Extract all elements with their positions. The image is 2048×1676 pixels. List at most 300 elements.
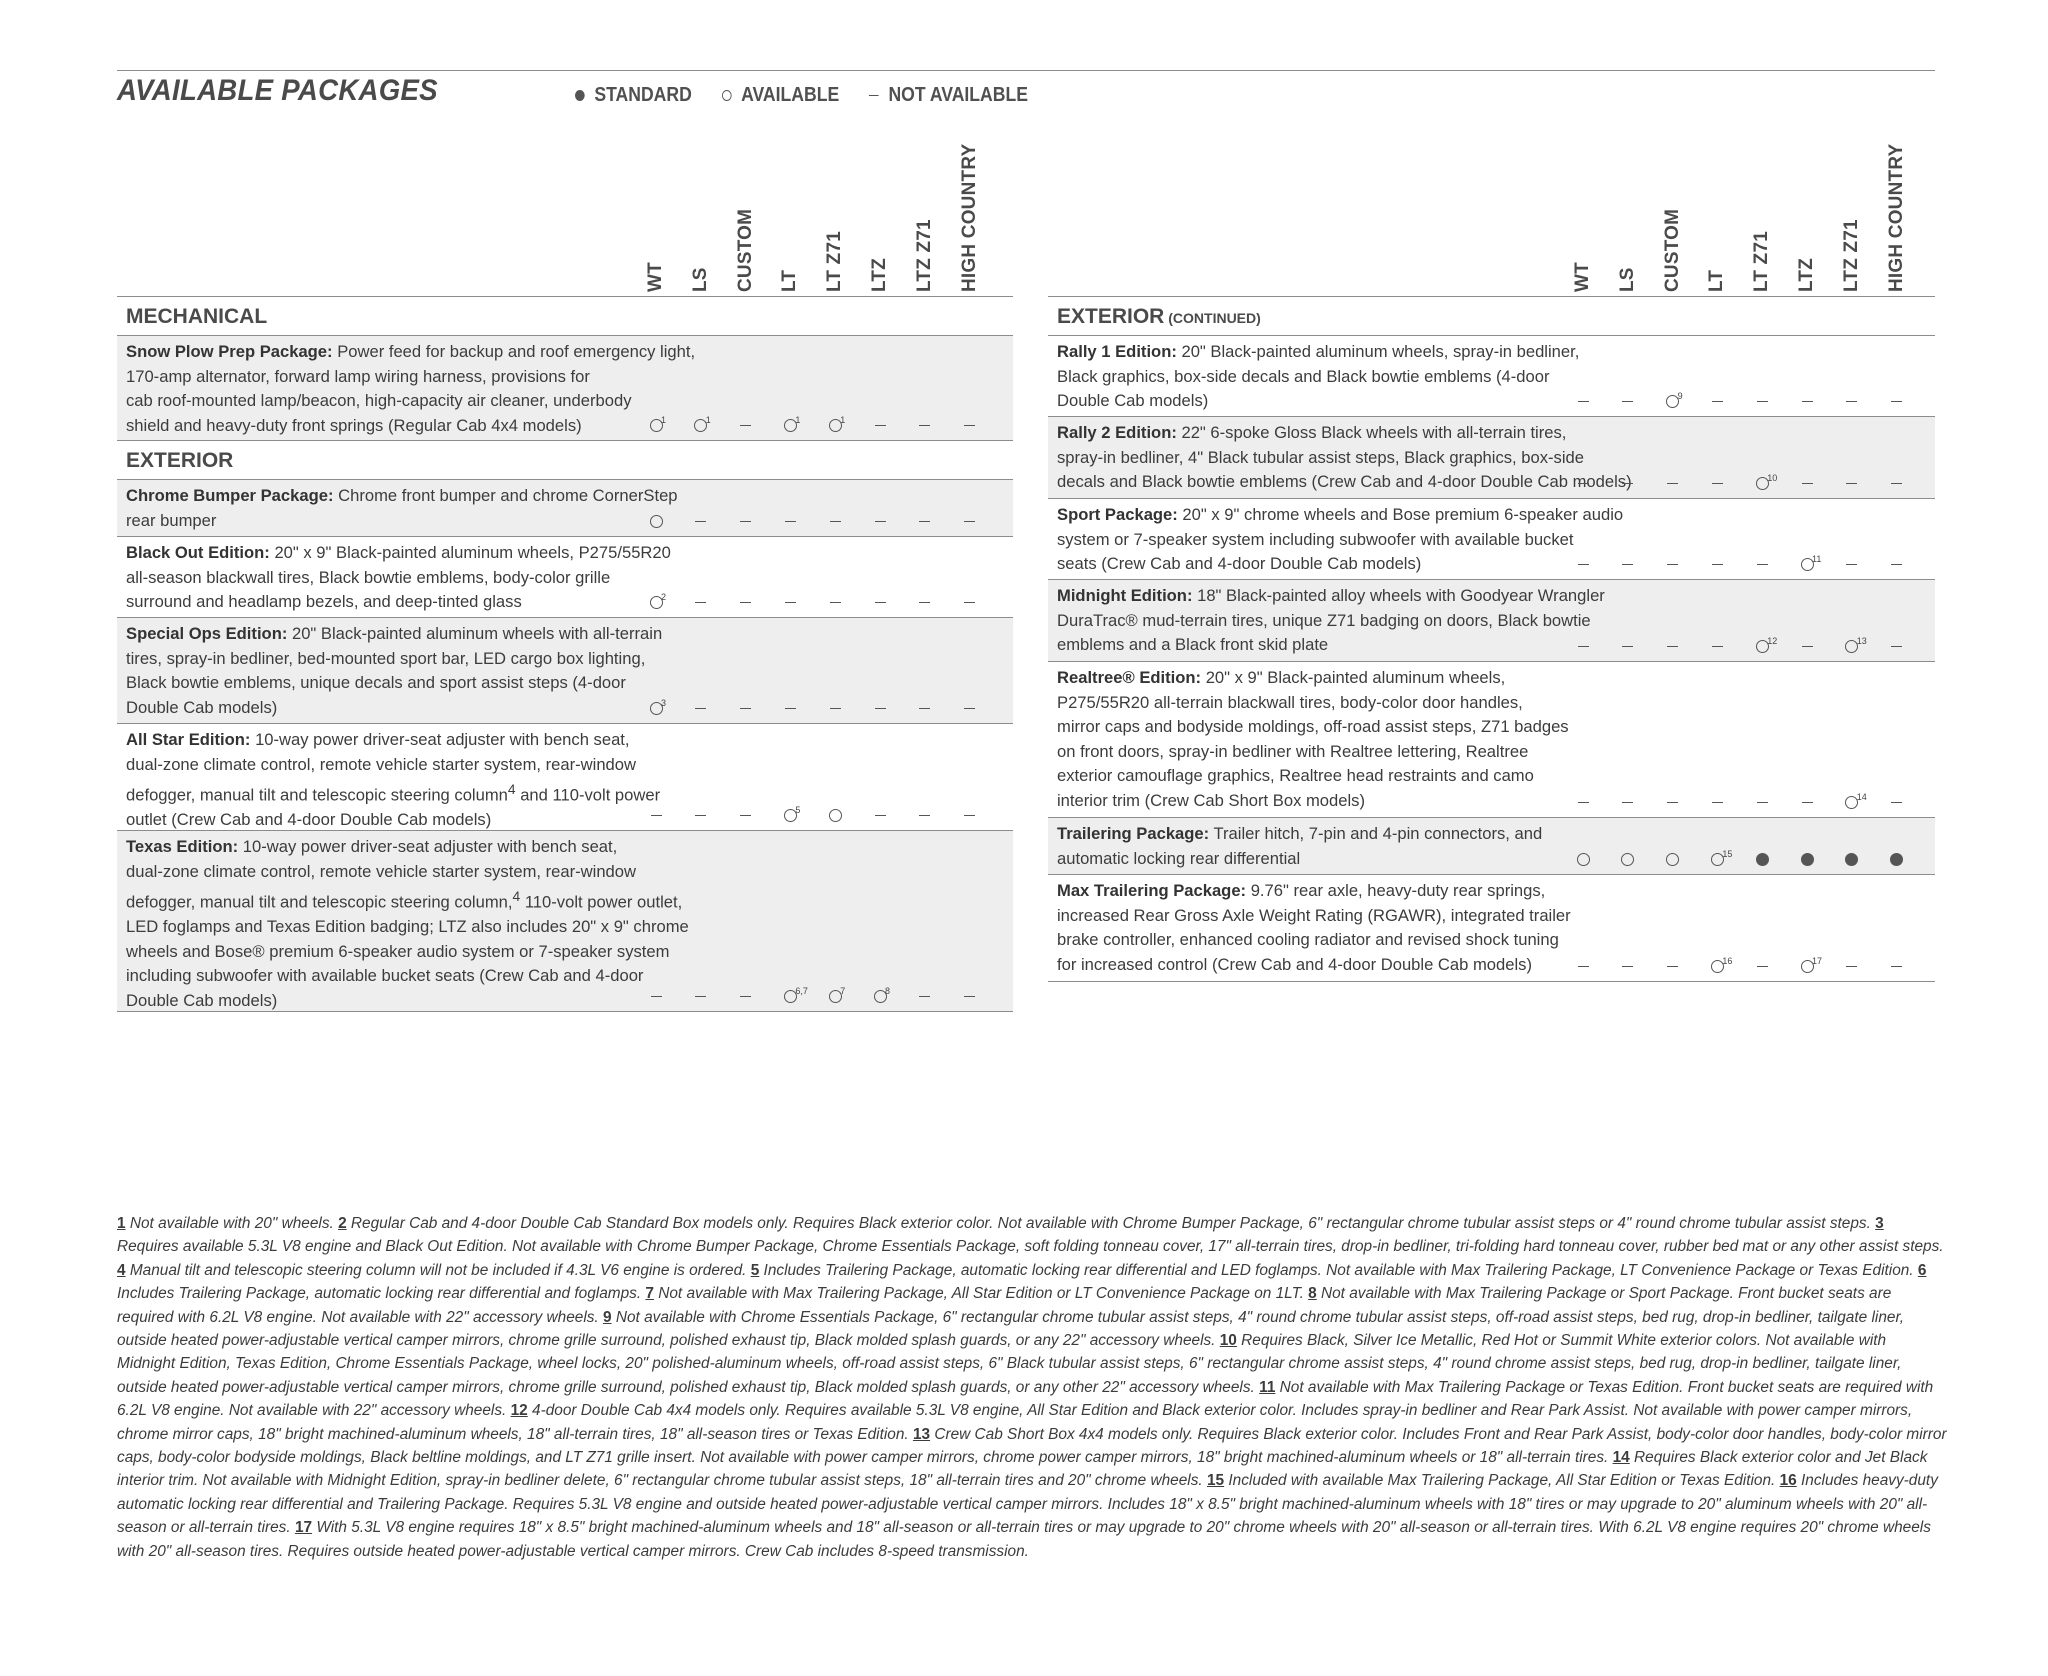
not-available-dash-icon — [830, 521, 841, 522]
footnote-number: 14 — [1612, 1449, 1630, 1467]
availability-cell — [1568, 849, 1598, 869]
availability-cell — [1837, 636, 1867, 656]
package-description: Rally 1 Edition: 20" Black-painted aluminum wheels, spray-in bedliner, Black graphics, box-side decals and Black bowtie emblems (4-door Double Cab models) — [1057, 342, 1580, 410]
availability-cell — [731, 805, 761, 825]
availability-cell — [1747, 473, 1777, 493]
availability-cell — [1837, 849, 1867, 869]
top-rule — [117, 70, 1935, 71]
footnote-ref: 6,7 — [795, 986, 808, 996]
package-description: Sport Package: 20" x 9" chrome wheels and Bose premium 6-speaker audio system or 7-speaker system including subwoofer with available bucket seats (Crew Cab and 4-door Double Cab models) — [1057, 505, 1624, 573]
standard-dot-icon — [1845, 853, 1858, 866]
not-available-dash-icon — [785, 521, 796, 522]
availability-cell — [1792, 473, 1822, 493]
not-available-dash-icon — [1622, 646, 1633, 647]
not-available-dash-icon — [875, 425, 886, 426]
not-available-dash-icon — [1891, 483, 1902, 484]
availability-cell — [865, 511, 895, 531]
footnote-ref: 2 — [661, 592, 667, 602]
not-available-dash-icon — [1622, 564, 1633, 565]
not-available-dash-icon — [1667, 564, 1678, 565]
availability-cell — [1747, 636, 1777, 656]
availability-cell — [686, 511, 716, 531]
availability-cell — [731, 592, 761, 612]
availability-cell — [1882, 636, 1912, 656]
not-available-dash-icon — [1802, 646, 1813, 647]
section-heading — [117, 297, 1013, 336]
availability-cell — [1613, 636, 1643, 656]
availability-cell — [1568, 554, 1598, 574]
footnote-text: Requires available 5.3L V8 engine and Black Out Edition. Not available with Chrome Bumper Package, Chrome Essentials Package, soft folding tonneau cover, 17" all-terrain tires, drop-in bedliner, tri-folding hard tonneau cover, rubber bed mat or any other assist steps. — [117, 1238, 1944, 1256]
footnotes — [117, 1212, 1947, 1563]
column-header-label: LS — [1616, 267, 1638, 292]
availability-cell — [1702, 956, 1732, 976]
availability-cell — [1837, 473, 1867, 493]
availability-cell — [1702, 554, 1732, 574]
not-available-dash-icon — [830, 708, 841, 709]
not-available-dash-icon — [919, 708, 930, 709]
footnote-ref: 14 — [1856, 792, 1867, 802]
package-description: Snow Plow Prep Package: Power feed for backup and roof emergency light, 170-amp alternator, forward lamp wiring harness, provisions for cab roof-mounted lamp/beacon, high-capacity air cleaner, underbody shield and heavy-duty front springs (Regular Cab 4x4 models) — [126, 342, 696, 435]
footnote-ref: 1 — [705, 415, 711, 425]
availability-cell — [1613, 956, 1643, 976]
availability-cell — [820, 986, 850, 1006]
package-description: Chrome Bumper Package: Chrome front bumper and chrome CornerStep rear bumper — [126, 486, 678, 530]
availability-cell — [775, 805, 805, 825]
column-header — [686, 116, 716, 296]
availability-cell — [1792, 792, 1822, 812]
section-title: EXTERIOR — [1057, 305, 1165, 328]
column-header-label: LT Z71 — [824, 230, 846, 292]
not-available-dash-icon — [1578, 483, 1589, 484]
availability-cell — [1702, 391, 1732, 411]
not-available-dash-icon — [1712, 401, 1723, 402]
availability-cell — [955, 511, 985, 531]
footnote-number: 3 — [1875, 1215, 1884, 1232]
not-available-dash-icon — [740, 815, 751, 816]
column-header — [865, 116, 895, 296]
availability-cell — [641, 698, 671, 718]
footnote-text: Manual tilt and telescopic steering column will not be included if 4.3L V6 engine is ordered. — [129, 1261, 747, 1279]
package-row — [1048, 580, 1935, 662]
availability-cell — [955, 415, 985, 435]
availability-cell — [820, 592, 850, 612]
footnote — [1207, 1472, 1780, 1489]
footnote-number: 11 — [1259, 1378, 1276, 1396]
package-row — [117, 724, 1013, 831]
availability-cell — [1792, 391, 1822, 411]
column-header-label: LTZ Z71 — [913, 219, 935, 292]
not-available-dash-icon — [1622, 802, 1633, 803]
not-available-dash-icon — [695, 708, 706, 709]
availability-cell — [775, 986, 808, 1006]
package-description: Special Ops Edition: 20" Black-painted aluminum wheels with all-terrain tires, spray-in bedliner, bed-mounted sport bar, LED cargo box lighting, Black bowtie emblems, unique decals and sport assist steps (4-door Double Cab models) — [126, 624, 663, 717]
not-available-dash-icon — [830, 602, 841, 603]
package-description: Midnight Edition: 18" Black-painted alloy wheels with Goodyear Wrangler DuraTrac® mud-terrain tires, unique Z71 badging on doors, Black bowtie emblems and a Black front skid plate — [1057, 586, 1605, 654]
footnote-text: Not available with Chrome Essentials Package, 6" rectangular chrome tubular assist steps, 4" round chrome tubular assist steps, off-road assist steps, bed rug, drop-in bedliner, tailgate liner, outside heated power-adjustable vertical camper mirrors, chrome grille surround, polished exhaust tip, Black molded splash guards, or any 22" accessory wheels. — [117, 1308, 1904, 1350]
footnote-number: 13 — [912, 1425, 931, 1443]
not-available-dash-icon — [875, 602, 886, 603]
package-row — [1048, 875, 1935, 982]
availability-cell — [865, 805, 895, 825]
column-header-label: LS — [689, 267, 711, 292]
availability-cell — [1658, 473, 1688, 493]
legend-available-label: AVAILABLE — [741, 84, 840, 106]
not-available-dash-icon — [919, 425, 930, 426]
availability-cell — [731, 415, 761, 435]
availability-cell — [641, 805, 671, 825]
not-available-dash-icon — [1578, 401, 1589, 402]
not-available-dash-icon — [1802, 401, 1813, 402]
package-row — [1048, 336, 1935, 417]
legend-not-available-label: NOT AVAILABLE — [888, 84, 1028, 106]
not-available-dash-icon — [1757, 401, 1768, 402]
availability-cell — [1568, 391, 1598, 411]
not-available-dash-icon — [785, 602, 796, 603]
availability-cell — [1613, 554, 1643, 574]
footnote-text: Not available with Max Trailering Package, All Star Edition or LT Convenience Package on 1LT. — [658, 1285, 1304, 1303]
availability-cell — [955, 592, 985, 612]
availability-cell — [1658, 554, 1688, 574]
availability-cell — [641, 511, 671, 531]
column-header-label: HIGH COUNTRY — [1885, 143, 1907, 292]
package-row — [1048, 662, 1935, 818]
column-header — [1658, 116, 1688, 296]
package-description: Max Trailering Package: 9.76" rear axle, heavy-duty rear springs, increased Rear Gross Axle Weight Rating (RGAWR), integrated trailer brake controller, enhanced cooling radiator and revised shock tuning for increased control (Crew Cab and 4-door Double Cab models) — [1057, 881, 1571, 974]
availability-cell — [686, 986, 716, 1006]
legend-not-available — [869, 84, 1028, 107]
footnote-ref: 8 — [885, 986, 891, 996]
not-available-dash-icon — [785, 708, 796, 709]
footnote-number: 8 — [1308, 1285, 1317, 1303]
not-available-dash-icon — [919, 996, 930, 997]
availability-cell — [775, 592, 805, 612]
availability-cell — [686, 698, 716, 718]
not-available-dash-icon — [1802, 483, 1813, 484]
not-available-dash-icon — [1578, 646, 1589, 647]
column-header — [1613, 116, 1643, 296]
package-row — [117, 831, 1013, 1012]
not-available-dash-icon — [1622, 401, 1633, 402]
not-available-dash-icon — [1578, 802, 1589, 803]
availability-cell — [820, 698, 850, 718]
footnote-ref: 11 — [1812, 554, 1822, 564]
footnote-ref: 13 — [1856, 636, 1867, 646]
not-available-dash-icon — [740, 602, 751, 603]
available-circle-icon — [1666, 853, 1679, 866]
availability-cell — [1568, 473, 1598, 493]
availability-cell — [1792, 956, 1822, 976]
column-header-label: LT — [779, 269, 801, 292]
footnote-ref: 15 — [1722, 849, 1733, 859]
not-available-dash-icon — [695, 815, 706, 816]
not-available-dash-icon — [1891, 401, 1902, 402]
not-available-dash-icon — [1891, 564, 1902, 565]
not-available-dash-icon — [1891, 802, 1902, 803]
footnote-number: 9 — [603, 1308, 612, 1326]
not-available-dash-icon — [919, 521, 930, 522]
availability-cell — [641, 986, 671, 1006]
footnote-number: 15 — [1206, 1472, 1225, 1490]
footnote-text: 4-door Double Cab 4x4 models only. Requires available 5.3L V8 engine, All Star Edition and Black exterior color. Includes spray-in bedliner and Rear Park Assist. Not available with power camper mirrors, chrome mirror caps, 18" bright machined-aluminum wheels, 18" all-terrain tires, 18" all-season tires or Texas Edition. — [117, 1402, 1913, 1443]
not-available-dash-icon — [964, 996, 975, 997]
not-available-dash-icon — [1712, 483, 1723, 484]
legend-standard — [575, 84, 692, 107]
package-description: Texas Edition: 10-way power driver-seat adjuster with bench seat, dual-zone climate control, remote vehicle starter system, rear-window defogger, manual tilt and telescopic steering column,$^4$ 110-volt power outlet, LED foglamps and Texas Edition badging; LTZ also includes 20" x 9" chrome wheels and Bose® premium 6-speaker audio system or 7-speaker system including subwoofer with available bucket seats (Crew Cab and 4-door Double Cab models) — [126, 837, 689, 1010]
available-circle-icon — [1577, 853, 1590, 866]
availability-cell — [1837, 554, 1867, 574]
not-available-dash-icon — [964, 602, 975, 603]
footnote-text: Includes Trailering Package, automatic locking rear differential and LED foglamps. Not available with Max Trailering Package, LT Convenience Package or Texas Edition. — [763, 1261, 1914, 1279]
not-available-dash-icon — [1846, 966, 1857, 967]
column-header — [1702, 116, 1732, 296]
not-available-dash-icon — [1578, 564, 1589, 565]
availability-cell — [1702, 849, 1732, 869]
footnote — [117, 1519, 1931, 1559]
availability-cell — [1568, 956, 1598, 976]
not-available-dash-icon — [740, 425, 751, 426]
not-available-dash-icon — [695, 521, 706, 522]
availability-cell — [1747, 391, 1777, 411]
availability-cell — [1658, 849, 1688, 869]
standard-dot-icon — [1801, 853, 1814, 866]
standard-dot-icon — [1890, 853, 1903, 866]
column-header-label: LTZ — [869, 257, 890, 292]
not-available-dash-icon — [740, 521, 751, 522]
availability-cell — [1747, 792, 1777, 812]
availability-cell — [641, 415, 671, 435]
not-available-dash-icon — [964, 708, 975, 709]
footnote-number: 2 — [338, 1215, 347, 1232]
not-available-dash-icon — [651, 996, 662, 997]
column-header-label: CUSTOM — [734, 208, 756, 292]
availability-cell — [1658, 636, 1688, 656]
not-available-dash-icon — [1622, 966, 1633, 967]
footnote-text: Included with available Max Trailering Package, All Star Edition or Texas Edition. — [1228, 1472, 1776, 1490]
availability-cell — [1882, 473, 1912, 493]
availability-cell — [955, 698, 985, 718]
not-available-dash-icon — [1667, 646, 1678, 647]
availability-cell — [1882, 956, 1912, 976]
not-available-dash-icon — [919, 815, 930, 816]
column-header — [1568, 116, 1598, 296]
package-row — [117, 336, 1013, 441]
legend-standard-label: STANDARD — [594, 84, 692, 106]
availability-cell — [1658, 956, 1688, 976]
footnote — [338, 1215, 1875, 1232]
not-available-dash-icon — [1757, 564, 1768, 565]
not-available-dash-icon — [1667, 802, 1678, 803]
column-header — [641, 116, 671, 296]
availability-cell — [910, 511, 940, 531]
section-heading — [1048, 297, 1935, 336]
availability-cell — [686, 415, 716, 435]
availability-cell — [1613, 473, 1643, 493]
availability-cell — [910, 592, 940, 612]
availability-cell — [1747, 554, 1777, 574]
footnote-number: 10 — [1219, 1332, 1237, 1350]
column-header — [1792, 116, 1822, 296]
footnote — [117, 1215, 338, 1232]
footnote-ref: 16 — [1722, 956, 1733, 966]
footnote-number: 6 — [1917, 1261, 1927, 1279]
not-available-dash-icon — [1846, 483, 1857, 484]
availability-cell — [1613, 849, 1643, 869]
not-available-dash-icon — [695, 602, 706, 603]
not-available-dash-icon — [1667, 966, 1678, 967]
availability-cell — [820, 511, 850, 531]
footnote-text: Includes Trailering Package, automatic locking rear differential and foglamps. — [117, 1285, 642, 1303]
availability-cell — [865, 415, 895, 435]
footnote-number: 1 — [117, 1215, 126, 1232]
not-available-dash-icon — [1846, 401, 1857, 402]
dash-icon — [869, 95, 879, 96]
availability-cell — [1882, 792, 1912, 812]
not-available-dash-icon — [1712, 646, 1723, 647]
availability-cell — [1882, 391, 1912, 411]
not-available-dash-icon — [740, 996, 751, 997]
availability-cell — [955, 805, 985, 825]
column-header-label: LTZ — [1796, 257, 1817, 292]
package-description: All Star Edition: 10-way power driver-seat adjuster with bench seat, dual-zone climate control, remote vehicle starter system, rear-window defogger, manual tilt and telescopic steering column$^4$ and 110-volt power outlet (Crew Cab and 4-door Double Cab models) — [126, 730, 661, 830]
availability-cell — [1702, 473, 1732, 493]
page-title: AVAILABLE PACKAGES — [117, 74, 438, 107]
availability-cell — [910, 805, 940, 825]
column-header — [1747, 116, 1777, 296]
footnote — [751, 1262, 1918, 1279]
footnote — [117, 1262, 751, 1279]
legend — [575, 84, 1058, 107]
column-header-label: HIGH COUNTRY — [958, 143, 980, 292]
not-available-dash-icon — [1846, 564, 1857, 565]
column-header — [910, 116, 940, 296]
footnote-ref: 7 — [840, 986, 846, 996]
footnote-text: Not available with Max Trailering Package or Texas Edition. Front bucket seats are required with 6.2L V8 engine. Not available with 22" accessory wheels. — [117, 1378, 1934, 1420]
package-description: Trailering Package: Trailer hitch, 7-pin and 4-pin connectors, and automatic locking rear differential — [1057, 824, 1543, 868]
not-available-dash-icon — [1891, 966, 1902, 967]
footnote-number: 4 — [117, 1261, 126, 1279]
column-header-label: LTZ Z71 — [1840, 219, 1862, 292]
footnote-ref: 3 — [661, 698, 667, 708]
package-row — [117, 618, 1013, 724]
footnote-text: Not available with Max Trailering Package or Sport Package. Front bucket seats are required with 6.2L V8 engine. Not available with 22" accessory wheels. — [117, 1285, 1892, 1326]
footnote-text: Regular Cab and 4-door Double Cab Standard Box models only. Requires Black exterior color. Not available with Chrome Bumper Package, 6" rectangular chrome tubular assist steps or 4" round chrome tubular assist steps. — [350, 1215, 1871, 1232]
not-available-dash-icon — [740, 708, 751, 709]
available-circle-icon — [650, 515, 663, 528]
availability-cell — [686, 805, 716, 825]
column-header — [1837, 116, 1867, 296]
availability-cell — [1702, 636, 1732, 656]
available-circle-icon — [829, 809, 842, 822]
availability-cell — [820, 805, 850, 825]
availability-cell — [1882, 554, 1912, 574]
column-header-label: WT — [1572, 262, 1593, 292]
availability-cell — [1792, 849, 1822, 869]
availability-cell — [910, 415, 940, 435]
not-available-dash-icon — [1667, 483, 1678, 484]
not-available-dash-icon — [1891, 646, 1902, 647]
availability-cell — [1792, 636, 1822, 656]
package-row — [1048, 818, 1935, 875]
footnote-ref: 1 — [795, 415, 801, 425]
not-available-dash-icon — [964, 425, 975, 426]
availability-cell — [910, 986, 940, 1006]
standard-dot-icon — [1756, 853, 1769, 866]
legend-available — [722, 84, 839, 107]
column-header — [955, 116, 985, 296]
availability-cell — [1613, 391, 1643, 411]
footnote-number: 16 — [1779, 1472, 1797, 1490]
footnote-ref: 1 — [840, 415, 846, 425]
availability-cell — [1792, 554, 1822, 574]
not-available-dash-icon — [1802, 802, 1813, 803]
column-header — [1882, 116, 1912, 296]
availability-cell — [1568, 792, 1598, 812]
package-description: Realtree® Edition: 20" x 9" Black-painted aluminum wheels, P275/55R20 all-terrain blackwall tires, body-color door handles, mirror caps and bodyside moldings, off-road assist steps, Z71 badges on front doors, spray-in bedliner with Realtree lettering, Realtree exterior camouflage graphics, Realtree head restraints and camo interior trim (Crew Cab Short Box models) — [1057, 668, 1569, 810]
footnote-text: Crew Cab Short Box 4x4 models only. Requires Black exterior color. Includes Front and Rear Park Assist, body-color door handles, body-color mirror caps, body-color bodyside moldings, Black beltline moldings, and LT Z71 grille insert. Not available with power camper mirrors, chrome power camper mirrors, 18" bright machined-aluminum wheels or 18" all-terrain tires. — [117, 1425, 1947, 1467]
availability-cell — [1837, 391, 1867, 411]
package-description: Black Out Edition: 20" x 9" Black-painted aluminum wheels, P275/55R20 all-season blackwall tires, Black bowtie emblems, body-color grille surround and headlamp bezels, and deep-tinted glass — [126, 543, 671, 611]
open-circle-icon — [722, 90, 732, 101]
availability-cell — [1658, 391, 1688, 411]
availability-cell — [955, 986, 985, 1006]
package-row — [117, 537, 1013, 618]
not-available-dash-icon — [919, 602, 930, 603]
availability-cell — [1837, 792, 1867, 812]
not-available-dash-icon — [1712, 802, 1723, 803]
not-available-dash-icon — [651, 815, 662, 816]
not-available-dash-icon — [964, 521, 975, 522]
footnote-ref: 1 — [661, 415, 667, 425]
availability-cell — [865, 592, 895, 612]
footnote-text: Includes heavy-duty automatic locking rear differential and Trailering Package. Requires 5.3L V8 engine and outside heated power-adjustable vertical camper mirrors. Includes 18" x 8.5" bright machined-aluminum wheels with 18" tires or may upgrade to 20" aluminum wheels with 20" all-season or all-terrain tires. — [117, 1472, 1938, 1537]
availability-cell — [820, 415, 850, 435]
footnote-ref: 9 — [1677, 391, 1683, 401]
availability-cell — [910, 698, 940, 718]
section-heading — [117, 441, 1013, 480]
availability-cell — [865, 986, 895, 1006]
availability-cell — [865, 698, 895, 718]
not-available-dash-icon — [1578, 966, 1589, 967]
not-available-dash-icon — [1757, 802, 1768, 803]
footnote-ref: 5 — [795, 805, 801, 815]
footnote — [645, 1285, 1308, 1302]
not-available-dash-icon — [1712, 564, 1723, 565]
availability-cell — [775, 698, 805, 718]
footnote-number: 5 — [750, 1261, 760, 1279]
availability-cell — [1747, 956, 1777, 976]
availability-cell — [731, 511, 761, 531]
section-title-suffix: (CONTINUED) — [1164, 310, 1261, 326]
footnote-text: Not available with 20" wheels. — [129, 1215, 334, 1232]
availability-cell — [1837, 956, 1867, 976]
not-available-dash-icon — [875, 815, 886, 816]
not-available-dash-icon — [695, 996, 706, 997]
footnote-text: Requires Black, Silver Ice Metallic, Red Hot or Summit White exterior colors. Not available with Midnight Edition, Texas Edition, Chrome Essentials Package, wheel locks, 20" polished-aluminum wheels, off-road assist steps, 6" Black tubular assist steps, 6" rectangular chrome assist steps, 4" round chrome assist steps, bed rug, drop-in bedliner, tailgate liner, outside heated power-adjustable vertical camper mirrors, chrome grille surround, polished exhaust tip, Black molded splash guards, or any other 22" accessory wheels. — [117, 1332, 1902, 1396]
footnote-text: Requires Black exterior color and Jet Black interior trim. Not available with Midnight Edition, spray-in bedliner delete, 6" rectangular chrome tubular assist steps, 18" all-terrain tires and 20" chrome wheels. — [117, 1449, 1928, 1490]
footnote-number: 12 — [510, 1402, 528, 1420]
availability-cell — [641, 592, 671, 612]
column-header — [731, 116, 761, 296]
availability-cell — [686, 592, 716, 612]
package-row — [1048, 417, 1935, 499]
availability-cell — [731, 698, 761, 718]
availability-cell — [1613, 792, 1643, 812]
right-package-table — [1048, 143, 1935, 982]
not-available-dash-icon — [1622, 483, 1633, 484]
column-header-label: LT — [1706, 269, 1728, 292]
availability-cell — [1658, 792, 1688, 812]
availability-cell — [1882, 849, 1912, 869]
